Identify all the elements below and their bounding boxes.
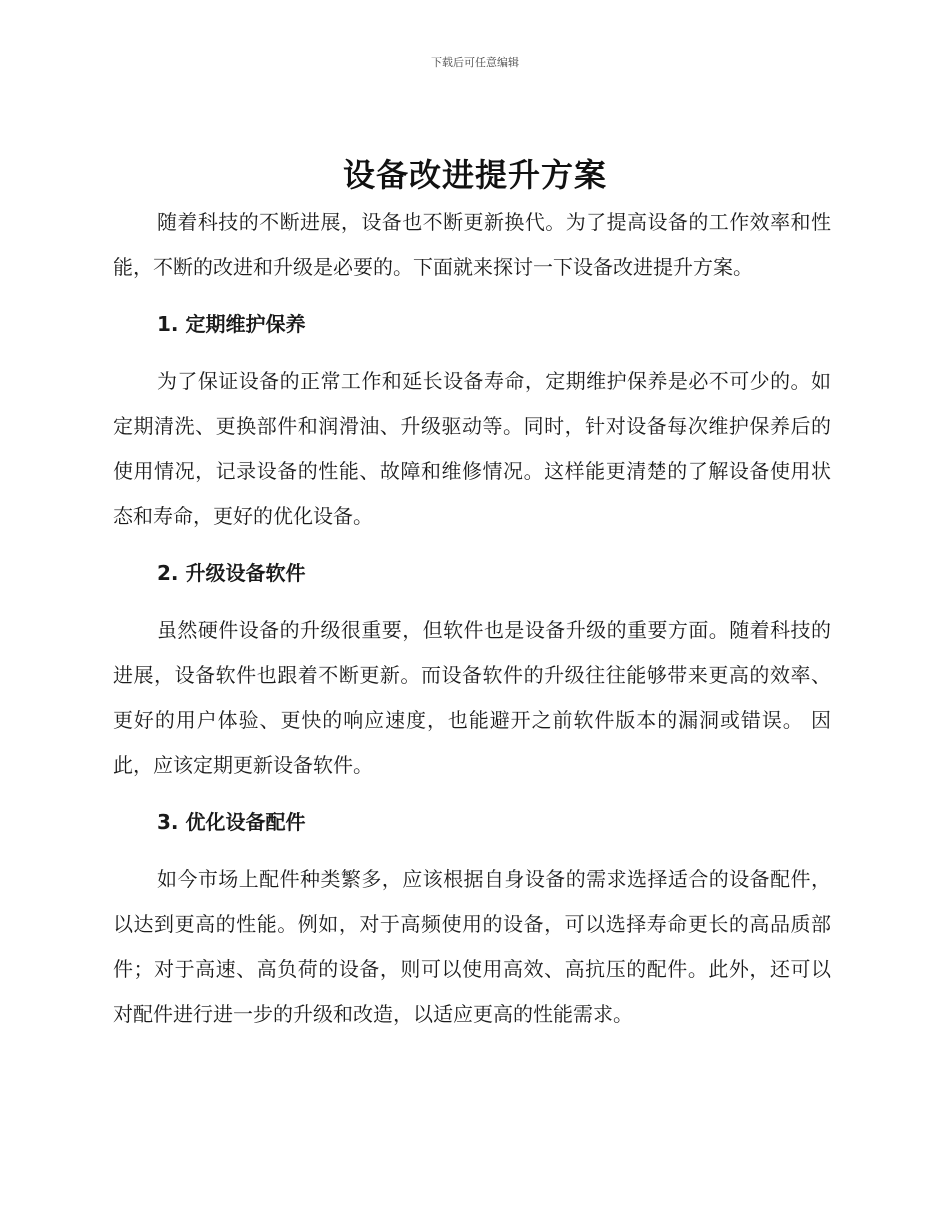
- section-body-3: 如今市场上配件种类繁多，应该根据自身设备的需求选择适合的设备配件，以达到更高的性能。例如，对于高频使用的设备，可以选择寿命更长的高品质部件；对于高速、高负荷的设备，则可以使用高效、高抗压的配件。此外，还可以对配件进行进一步的升级和改造，以适应更高的性能需求。: [113, 867, 831, 1026]
- section-body-1: 为了保证设备的正常工作和延长设备寿命，定期维护保养是必不可少的。如定期清洗、更换部件和润滑油、升级驱动等。同时，针对设备每次维护保养后的使用情况，记录设备的性能、故障和维修情况。这样能更清楚的了解设备使用状态和寿命，更好的优化设备。: [113, 369, 831, 528]
- intro-paragraph: 随着科技的不断进展，设备也不断更新换代。为了提高设备的工作效率和性能，不断的改进和升级是必要的。下面就来探讨一下设备改进提升方案。: [113, 210, 831, 279]
- document-body: [113, 200, 831, 1037]
- section-body-2: 虽然硬件设备的升级很重要，但软件也是设备升级的重要方面。随着科技的进展，设备软件也跟着不断更新。而设备软件的升级往往能够带来更高的效率、更好的用户体验、更快的响应速度，也能避开之前软件版本的漏洞或错误。 因此，应该定期更新设备软件。: [113, 618, 831, 777]
- section-heading-1: 1. 定期维护保养: [157, 312, 306, 336]
- document-title: 设备改进提升方案: [342, 156, 607, 194]
- section-heading-3: 3. 优化设备配件: [157, 810, 306, 834]
- header-note: 下载后可任意编辑: [431, 56, 519, 69]
- section-heading-2: 2. 升级设备软件: [157, 561, 306, 585]
